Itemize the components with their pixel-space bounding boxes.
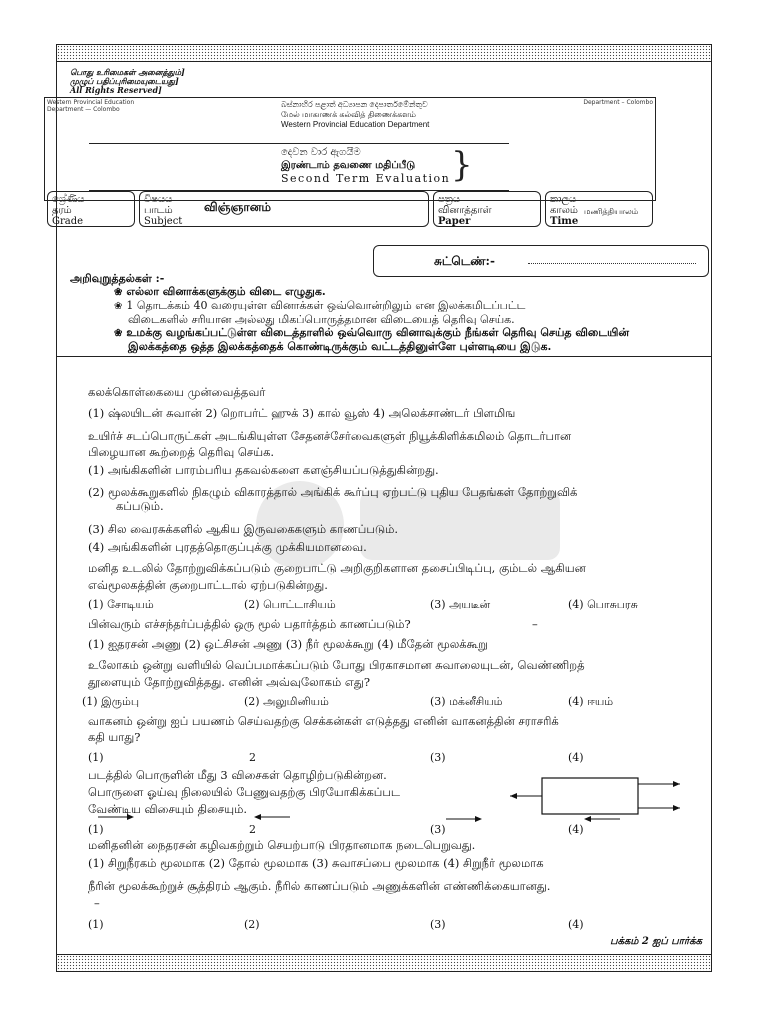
org-line-en: Western Provincial Education Department — [281, 120, 430, 129]
page-border-top — [57, 45, 711, 62]
q5-stem-line2: தூளையும் தோற்றுவித்தது. எனின் அவ்வுலோகம் எது? — [88, 675, 371, 689]
bullet-icon: ❀ — [114, 301, 123, 312]
q6-option-3: (3) — [430, 751, 446, 764]
subject-label-en: Subject — [144, 216, 183, 227]
q1-options: (1) ஷ்லயிடன் சுவான் 2) றொபர்ட் ஹுக் 3) கால் வூஸ் 4) அலெக்சாண்டர் பிளமிங — [88, 406, 516, 420]
paper-label-si: පත්‍රය — [438, 194, 461, 205]
option-2-arrow-icon — [252, 812, 292, 822]
arrowhead-left — [510, 793, 517, 799]
q7-option-1: (1) — [88, 823, 104, 836]
q3-stem-line2: எவ்மூலகத்தின் குறைபாட்டால் ஏற்படுகின்றது. — [88, 578, 328, 592]
q4-options: (1) ஐதரசன் அணு (2) ஒட்சிசன் அணு (3) நீர் மூலக்கூறு (4) மீதேன் மூலக்கூறு — [88, 637, 488, 651]
instruction-item-cont: விடைகளில் சரியான அல்லது மிகப்பொருத்தமான விடையைத் தெரிவு செய்க. — [128, 313, 515, 326]
banner-right: Department – Colombo — [583, 99, 653, 106]
paper-label-ta: வினாத்தாள் — [438, 205, 492, 216]
q2-option-4: (4) அங்கிகளின் புரதத்தொகுப்புக்கு முக்கியமானவை. — [88, 540, 367, 554]
q9-option-4: (4) — [568, 918, 584, 931]
paper-label-en: Paper — [438, 216, 471, 227]
page-footer: பக்கம் 2 ஐப் பார்க்க — [610, 936, 702, 947]
option-4-arrow-icon — [582, 814, 622, 824]
paper-field — [433, 191, 541, 227]
q5-stem-line1: உலோகம் ஒன்று வளியில் வெப்பமாக்கப்படும் போது பிரகாசமான சுவாலையுடன், வெண்ணிறத் — [88, 658, 585, 672]
rights-line-ta: முழுப் பதிப்புரிமையுடையது] — [70, 76, 179, 86]
time-label-si: කාලය — [550, 194, 577, 205]
q5-option-2: (2) அலுமினியம் — [244, 695, 329, 708]
subject-label-si: විෂයය — [144, 194, 173, 205]
q2-option-2-cont: கப்படும். — [116, 499, 164, 513]
q8-stem: மனிதனின் நைதரசன் கழிவகற்றும் செயற்பாடு பிரதானமாக நடைபெறுவது. — [88, 838, 476, 852]
org-line-si: බස්නාහිර පළාත් අධ්‍යාපන දෙපාර්තමේන්තුව — [281, 100, 428, 109]
bullet-icon: ❀ — [114, 287, 123, 298]
arrowhead-right-bottom — [673, 805, 680, 811]
q5-option-1: (1) இரும்பு — [82, 695, 140, 708]
brace-icon: } — [451, 145, 473, 185]
q8-options: (1) சிறுநீரகம் மூலமாக (2) தோல் மூலமாக (3) சுவாசப்பை மூலமாக (4) சிறுநீர் மூலமாக — [88, 856, 544, 870]
rights-line-si: பொது உரிமைகள் அனைத்தும்] — [70, 67, 185, 77]
banner-left: Western Provincial Education Department — Colombo — [47, 99, 135, 113]
object-box — [542, 778, 638, 814]
q2-stem-line1: உயிர்ச் சடப்பொருட்கள் அடங்கியுள்ள சேதனச்சேர்வைகளுள் நியூக்கிளிக்கமிலம் தொடர்பான — [88, 429, 572, 443]
q1-stem: கலக்கொள்கையை முன்வைத்தவர் — [88, 385, 266, 399]
q7-stem-line2: பொருளை ஓய்வு நிலையில் பேணுவதற்கு பிரயோகிக்கப்பட — [88, 785, 401, 799]
eval-title-en: Second Term Evaluation — [281, 172, 451, 185]
q9-dash: – — [94, 896, 100, 910]
subject-field — [139, 191, 429, 227]
instruction-item-cont: இலக்கத்தை ஒத்த இலக்கத்தைக் கொண்டிருக்கும் வட்டத்தினுள்ளே புள்ளடியை இடுக. — [128, 340, 552, 353]
subject-value: விஞ்ஞானம் — [204, 200, 271, 214]
index-number-line[interactable] — [528, 263, 696, 264]
instruction-item: ❀ எல்லா வினாக்களுக்கும் விடை எழுதுக. — [114, 285, 326, 298]
eval-title-ta: இரண்டாம் தவணை மதிப்பீடு — [281, 160, 416, 171]
q7-option-2: 2 — [249, 823, 256, 836]
q6-option-4: (4) — [568, 751, 584, 764]
header-block — [44, 97, 656, 227]
instruction-item: ❀ 1 தொடக்கம் 40 வரையுள்ள வினாக்கள் ஒவ்வொன்றிலும் என இலக்கமிடப்பட்ட — [114, 299, 526, 312]
instruction-item: ❀ உமக்கு வழங்கப்பட்டுள்ள விடைத்தாளில் ஒவ்வொரு வினாவுக்கும் நீங்கள் தெரிவு செய்த விடையின் — [114, 326, 630, 339]
q7-option-3: (3) — [430, 823, 446, 836]
index-number-label: சுட்டெண்:- — [434, 254, 495, 268]
q9-stem: நீரின் மூலக்கூற்றுச் சூத்திரம் ஆகும். நீரில் காணப்படும் அணுக்களின் எண்ணிக்கையானது. — [88, 879, 551, 893]
q9-option-1: (1) — [88, 918, 104, 931]
arrowhead-right-top — [673, 781, 680, 787]
organization-name — [281, 100, 501, 130]
q7-option-4: (4) — [568, 823, 584, 836]
q2-option-3: (3) சில வைரசுக்களில் ஆகிய இருவகைகளும் காணப்படும். — [88, 522, 399, 536]
evaluation-title — [281, 146, 450, 185]
q3-stem-line1: மனித உடலில் தோற்றுவிக்கப்படும் குறைபாட்டு அறிகுறிகளான தசைப்பிடிப்பு, கும்டல் ஆகியன — [88, 561, 586, 575]
q2-stem-line2: பிழையான கூற்றைத் தெரிவு செய்க. — [88, 445, 275, 459]
rights-notice — [70, 68, 185, 95]
q3-option-1: (1) சோடியம் — [88, 598, 154, 611]
q3-option-2: (2) பொட்டாசியம் — [244, 598, 336, 611]
q4-dash: – — [532, 617, 538, 631]
page-border-bottom — [57, 954, 711, 971]
q4-stem: பின்வரும் எச்சந்தர்ப்பத்தில் ஒரு மூல் பதார்த்தம் காணப்படும்? — [88, 617, 411, 631]
q5-option-4: (4) ஈயம் — [568, 695, 614, 708]
q3-option-4: (4) பொசுபரசு — [568, 598, 638, 611]
instructions-title: அறிவுறுத்தல்கள் :- — [70, 272, 165, 285]
q5-option-3: (3) மக்னீசியம் — [430, 695, 503, 708]
evaluation-title-box — [89, 143, 509, 191]
q9-option-3: (3) — [430, 918, 446, 931]
time-field — [545, 191, 653, 227]
time-label-en: Time — [550, 216, 579, 227]
bullet-icon: ❀ — [114, 328, 123, 339]
org-line-ta: மேல் மாகாணக் கல்வித் திணைக்களம் — [281, 110, 416, 119]
grade-field — [47, 191, 135, 227]
grade-label-si: ශ්‍රේණිය — [52, 194, 85, 205]
subject-label-ta: பாடம் — [144, 205, 173, 216]
time-value: மணித்தியாலம் — [584, 207, 639, 216]
q7-stem-line3: வேண்டிய விசையும் திசையும். — [88, 802, 248, 816]
option-3-arrow-icon — [444, 814, 484, 824]
grade-label-ta: தரம் — [52, 205, 72, 216]
q2-option-2: (2) மூலக்கூறுகளில் நிகழும் விகாரத்தால் அங்கிக் கூர்ப்பு ஏற்பட்டு புதிய பேதங்கள் தோற்றுவிக் — [88, 485, 578, 499]
rights-line-en: All Rights Reserved] — [70, 85, 162, 95]
q7-stem-line1: படத்தில் பொருளின் மீது 3 விசைகள் தொழிற்படுகின்றன. — [88, 768, 387, 782]
q6-option-2: 2 — [249, 751, 256, 764]
time-label-ta: காலம் — [550, 205, 578, 216]
q3-option-3: (3) அயடீன் — [430, 598, 491, 611]
q6-stem-line1: வாகனம் ஒன்று ஐப் பயணம் செய்வதற்கு செக்கன்கள் எடுத்தது எனின் வாகனத்தின் சராசரிக் — [88, 714, 559, 728]
q6-stem-line2: கதி யாது? — [88, 730, 141, 744]
section-divider — [56, 356, 712, 357]
q2-option-1: (1) அங்கிகளின் பாரம்பரிய தகவல்களை களஞ்சியப்படுத்துகின்றது. — [88, 463, 439, 477]
eval-title-si: දෙවන වාර ඇගයීම — [281, 147, 361, 158]
option-1-arrow-icon — [96, 812, 136, 822]
instructions-block — [70, 272, 710, 353]
q6-option-1: (1) — [88, 751, 104, 764]
q9-option-2: (2) — [244, 918, 260, 931]
grade-label-en: Grade — [52, 216, 84, 227]
